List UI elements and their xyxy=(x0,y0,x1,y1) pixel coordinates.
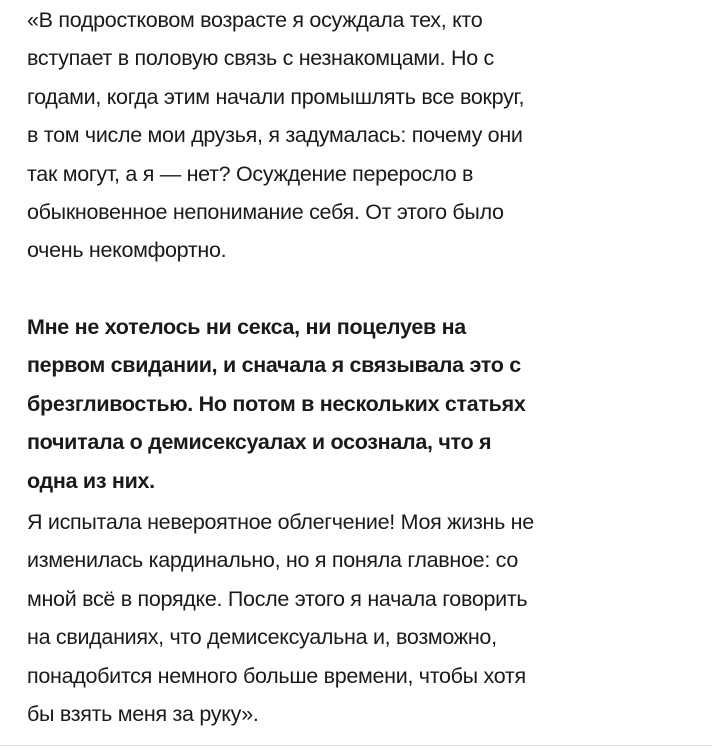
bold-paragraph xyxy=(27,308,526,500)
text-line: Я испытала невероятное облегчение! Моя жизнь не xyxy=(27,510,534,534)
text-line: бы взять меня за руку». xyxy=(27,702,259,727)
text-line: на свиданиях, что демисексуальна и, возможно, xyxy=(27,625,497,650)
quote-paragraph-3 xyxy=(27,503,534,733)
text-line: изменилась кардинально, но я поняла главное: со xyxy=(27,548,519,573)
text-line: годами, когда этим начали промышлять все вокруг, xyxy=(27,84,525,109)
divider xyxy=(0,745,712,746)
text-line: мной всё в порядке. После этого я начала говорить xyxy=(27,586,528,611)
text-line: одна из них. xyxy=(27,468,155,493)
text-line: понадобится немного больше времени, чтобы хотя xyxy=(27,663,526,688)
text-line: брезгливостью. Но потом в нескольких статьях xyxy=(27,391,526,416)
quote-paragraph-1 xyxy=(27,1,524,270)
text-line: «В подростковом возрасте я осуждала тех, кто xyxy=(27,8,483,32)
text-line: первом свидании, и сначала я связывала это с xyxy=(27,353,521,378)
text-line: почитала о демисексуалах и осознала, что я xyxy=(27,430,492,455)
text-line: очень некомфортно. xyxy=(27,238,227,263)
text-line: обыкновенное непонимание себя. От этого было xyxy=(27,200,504,225)
text-line: вступает в половую связь с незнакомцами. Но с xyxy=(27,46,494,71)
text-line: Мне не хотелось ни секса, ни поцелуев на xyxy=(27,315,466,339)
text-line: так могут, а я — нет? Осуждение переросло в xyxy=(27,161,474,186)
text-line: в том числе мои друзья, я задумалась: почему они xyxy=(27,123,523,148)
